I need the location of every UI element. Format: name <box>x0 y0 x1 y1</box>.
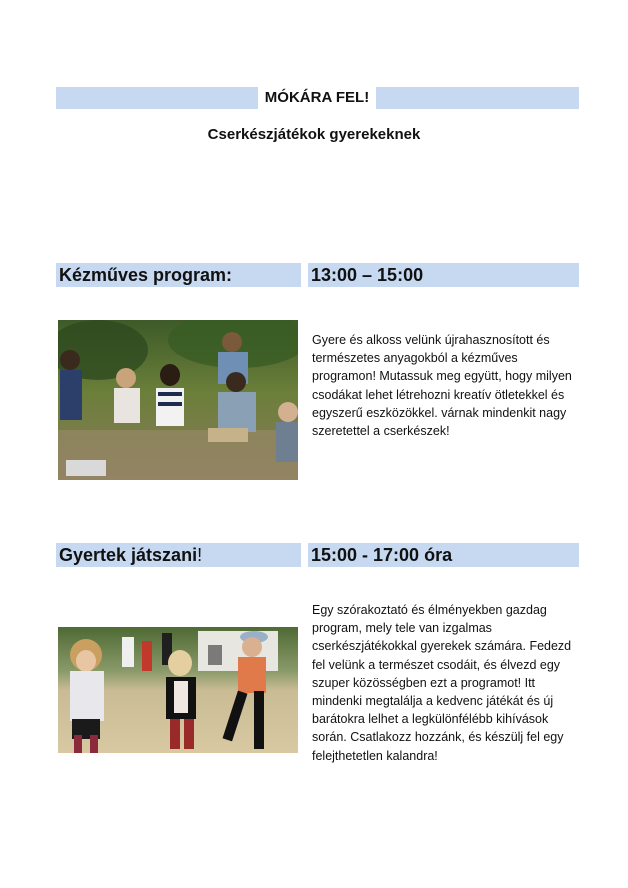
section-heading-text: Kézműves program: <box>59 265 233 285</box>
section-time: 13:00 – 15:00 <box>311 265 424 285</box>
section-description: Egy szórakoztató és élményekben gazdag program, mely tele van izgalmas cserkészjátékokkal gyerekek számára. Fedezd fel velünk a természet csodáit, és élvezd egy szuper közösségben ezt a programot! Itt mindenki megtalálja a kedvenc játékát és új barátokra lelhet a legkülönfélébb kihívások során. Csatlakozz hozzánk, és készülj fel egy felejthetetlen kalandra! <box>312 603 572 763</box>
section-time: 15:00 - 17:00 óra <box>311 545 453 565</box>
section-heading <box>56 263 232 287</box>
section-heading-suffix: ! <box>197 545 203 565</box>
section-description: Gyere és alkoss velünk újrahasznosított és természetes anyagokból a kézműves programon! Mutassuk meg együtt, hogy milyen csodákat lehet létrehozni kreatív ötletekkel és egyszerű eszközökkel. várnak mindenkit nagy szeretettel a cserkészek! <box>312 333 572 439</box>
children-crafting-photo <box>58 320 298 480</box>
section-heading <box>56 543 202 567</box>
section-heading-text: Gyertek játszani <box>59 545 198 565</box>
page-subtitle: Cserkészjátékok gyerekeknek <box>207 126 421 143</box>
page-title: MÓKÁRA FEL! <box>258 87 376 109</box>
children-playing-photo <box>58 627 298 753</box>
